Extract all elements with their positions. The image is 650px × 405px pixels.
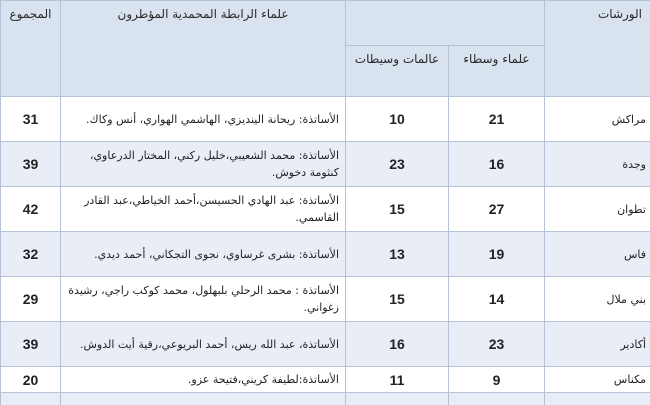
total-cell: 32 [1, 232, 61, 277]
table-row [1, 97, 650, 142]
table-row [1, 367, 650, 393]
table-row [1, 322, 650, 367]
male-guides-cell: 9 [449, 367, 545, 393]
male-guides-cell [449, 393, 545, 405]
male-guides-cell: 19 [449, 232, 545, 277]
table-row [1, 142, 650, 187]
workshop-city-cell: تطوان [545, 187, 650, 232]
header-female-guides: عالمات وسيطات [346, 46, 449, 97]
scholars-cell: الأساتذة، عبد الله ريس، أحمد البريوعي،رقية أيت الدوش. [61, 322, 346, 367]
header-male-guides: علماء وسطاء [449, 46, 545, 97]
scholars-cell: الأساتذة: محمد الشعيبي،خليل ركني، المختار الدرعاوي، كنثومة دخوش. [61, 142, 346, 187]
female-guides-cell: 10 [346, 97, 449, 142]
total-cell: 20 [1, 367, 61, 393]
male-guides-cell: 21 [449, 97, 545, 142]
total-cell: 39 [1, 322, 61, 367]
header-workshops: الورشات [545, 1, 650, 97]
workshop-city-cell: مكناس [545, 367, 650, 393]
header-row [1, 1, 650, 46]
male-guides-cell: 23 [449, 322, 545, 367]
workshop-city-cell: وجدة [545, 142, 650, 187]
header-total: المجموع [1, 1, 61, 97]
scholars-cell: الأساتذة : محمد الرحلي بلبهلول، محمد كوكب راجي، رشيدة زغواني. [61, 277, 346, 322]
scholars-cell: الأساتذة: ريحانة الينديزي، الهاشمي الهواري، أنس وكاك. [61, 97, 346, 142]
male-guides-cell: 27 [449, 187, 545, 232]
workshop-city-cell [545, 393, 650, 405]
scholars-cell [61, 393, 346, 405]
table-row [1, 187, 650, 232]
female-guides-cell: 23 [346, 142, 449, 187]
female-guides-cell: 11 [346, 367, 449, 393]
workshop-city-cell: فاس [545, 232, 650, 277]
workshop-city-cell: بني ملال [545, 277, 650, 322]
table-row [1, 277, 650, 322]
male-guides-cell: 14 [449, 277, 545, 322]
scholars-cell: الأساتذة:لطيفة كريني،فتيحة عزو. [61, 367, 346, 393]
total-cell: 31 [1, 97, 61, 142]
female-guides-cell: 16 [346, 322, 449, 367]
female-guides-cell: 13 [346, 232, 449, 277]
header-scholars: علماء الرابطة المحمدية المؤطرون [61, 1, 346, 97]
total-cell: 39 [1, 142, 61, 187]
scholars-cell: الأساتذة: عبد الهادي الحسيسن،أحمد الخياطي،عبد القادر القاسمي. [61, 187, 346, 232]
table-row [1, 232, 650, 277]
workshop-city-cell: مراكش [545, 97, 650, 142]
total-cell [1, 393, 61, 405]
female-guides-cell: 15 [346, 187, 449, 232]
female-guides-cell: 15 [346, 277, 449, 322]
female-guides-cell [346, 393, 449, 405]
table-row-partial [1, 393, 650, 405]
total-cell: 29 [1, 277, 61, 322]
male-guides-cell: 16 [449, 142, 545, 187]
total-cell: 42 [1, 187, 61, 232]
workshop-city-cell: أكادير [545, 322, 650, 367]
header-guides-group [346, 1, 545, 46]
scholars-cell: الأساتذة: بشرى غرساوي، نجوى التجكاني، أحمد ديدي. [61, 232, 346, 277]
